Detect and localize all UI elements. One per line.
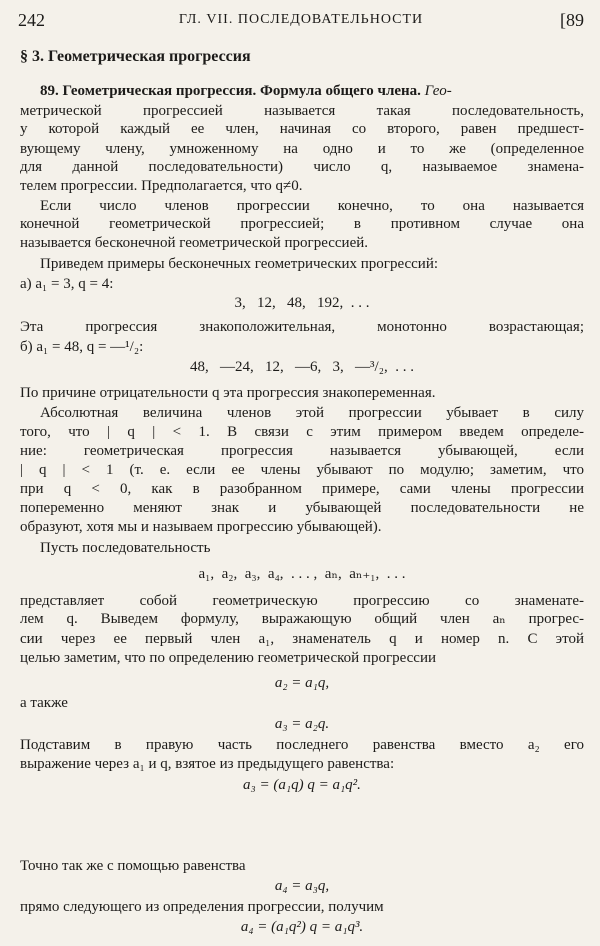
text-line: для данной последовательности) число q, называемое знамена-	[20, 159, 584, 176]
text-line: при q < 0, как в разобранном примере, сами члены прогрессии	[20, 480, 584, 497]
equation-a4-expanded: a₄ = (a₁q²) q = a₁q³.	[240, 919, 364, 935]
text-line: Если число членов прогрессии конечно, то она называется	[40, 197, 584, 214]
example-b-sequence: 48, —24, 12, —6, 3, —³/₂, . . .	[190, 359, 414, 376]
text-line: целью заметим, что по определению геометрической прогрессии	[20, 649, 436, 666]
text-line: Гео-	[424, 83, 452, 99]
example-a-sequence: 3, 12, 48, 192, . . .	[234, 294, 370, 311]
text-line: прямо следующего из определения прогрессии, получим	[20, 898, 384, 915]
text-line: метрической прогрессией называется такая последовательность,	[20, 102, 584, 119]
text-line: | q | < 1 (т. е. если ее члены убывают по модулю; заметим, что	[20, 461, 584, 478]
text-line: конечной геометрической прогрессией; в противном случае она	[20, 216, 584, 233]
text-line: попеременно меняют знак и убывающей последовательности не	[20, 500, 584, 517]
sequence-formula: a₁, a₂, a₃, a₄, . . . , aₙ, aₙ₊₁, . . .	[198, 566, 406, 583]
example-a-label: а) a₁ = 3, q = 4:	[20, 275, 114, 292]
text-line: а также	[20, 694, 68, 711]
equation-a3-expanded: a₃ = (a₁q) q = a₁q².	[243, 777, 361, 794]
text-line: Абсолютная величина членов этой прогрессии убывает в силу	[40, 405, 584, 421]
text-line: вующему члену, умноженному на одно и то же (определенное	[20, 140, 584, 157]
page-number: 242	[18, 10, 45, 30]
text-line: Эта прогрессия знакоположительная, монотонно возрастающая;	[20, 319, 584, 336]
text-line: представляет собой геометрическую прогрессию со знаменате-	[20, 592, 584, 609]
text-line: Подставим в правую часть последнего равенства вместо a₂ его	[20, 737, 584, 754]
text-line: образуют, хотя мы и называем прогрессию убывающей).	[20, 518, 382, 535]
example-b-label: б) a₁ = 48, q = —¹/₂:	[20, 338, 144, 355]
paragraph-heading-text: 89. Геометрическая прогрессия. Формула общего члена.	[40, 83, 421, 99]
running-title: ГЛ. VII. ПОСЛЕДОВАТЕЛЬНОСТИ	[178, 12, 424, 27]
text-line: того, что | q | < 1. В связи с этим примером введем определе-	[20, 423, 584, 440]
text-line: лем q. Выведем формулу, выражающую общий член aₙ прогрес-	[20, 611, 584, 628]
text-line: По причине отрицательности q эта прогрессия знакопеременная.	[20, 385, 436, 402]
section-number: [89	[560, 10, 584, 30]
equation-a3: a₃ = a₂q.	[274, 715, 330, 732]
text-line: выражение через a₁ и q, взятое из предыдущего равенства:	[20, 755, 395, 772]
text-line: у которой каждый ее член, начиная со второго, равен предшест-	[20, 121, 584, 138]
equation-a2: a₂ = a₁q,	[274, 675, 330, 692]
text-line: Приведем примеры бесконечных геометрических прогрессий:	[40, 256, 439, 273]
page-header	[18, 10, 584, 38]
text-line: называется бесконечной геометрической прогрессией.	[20, 235, 369, 252]
text-line: телем прогрессии. Предполагается, что q≠0.	[20, 178, 303, 195]
text-line: ние: геометрическая прогрессия называется убывающей, если	[20, 443, 584, 460]
text-line: Точно так же с помощью равенства	[20, 857, 246, 874]
text-line: сии через ее первый член a₁, знаменатель q и номер n. С этой	[20, 631, 584, 647]
equation-a4: a₄ = a₃q,	[274, 878, 330, 895]
paragraph-heading	[40, 82, 452, 100]
text-line: Пусть последовательность	[40, 540, 211, 557]
section-title: § 3. Геометрическая прогрессия	[20, 48, 251, 65]
